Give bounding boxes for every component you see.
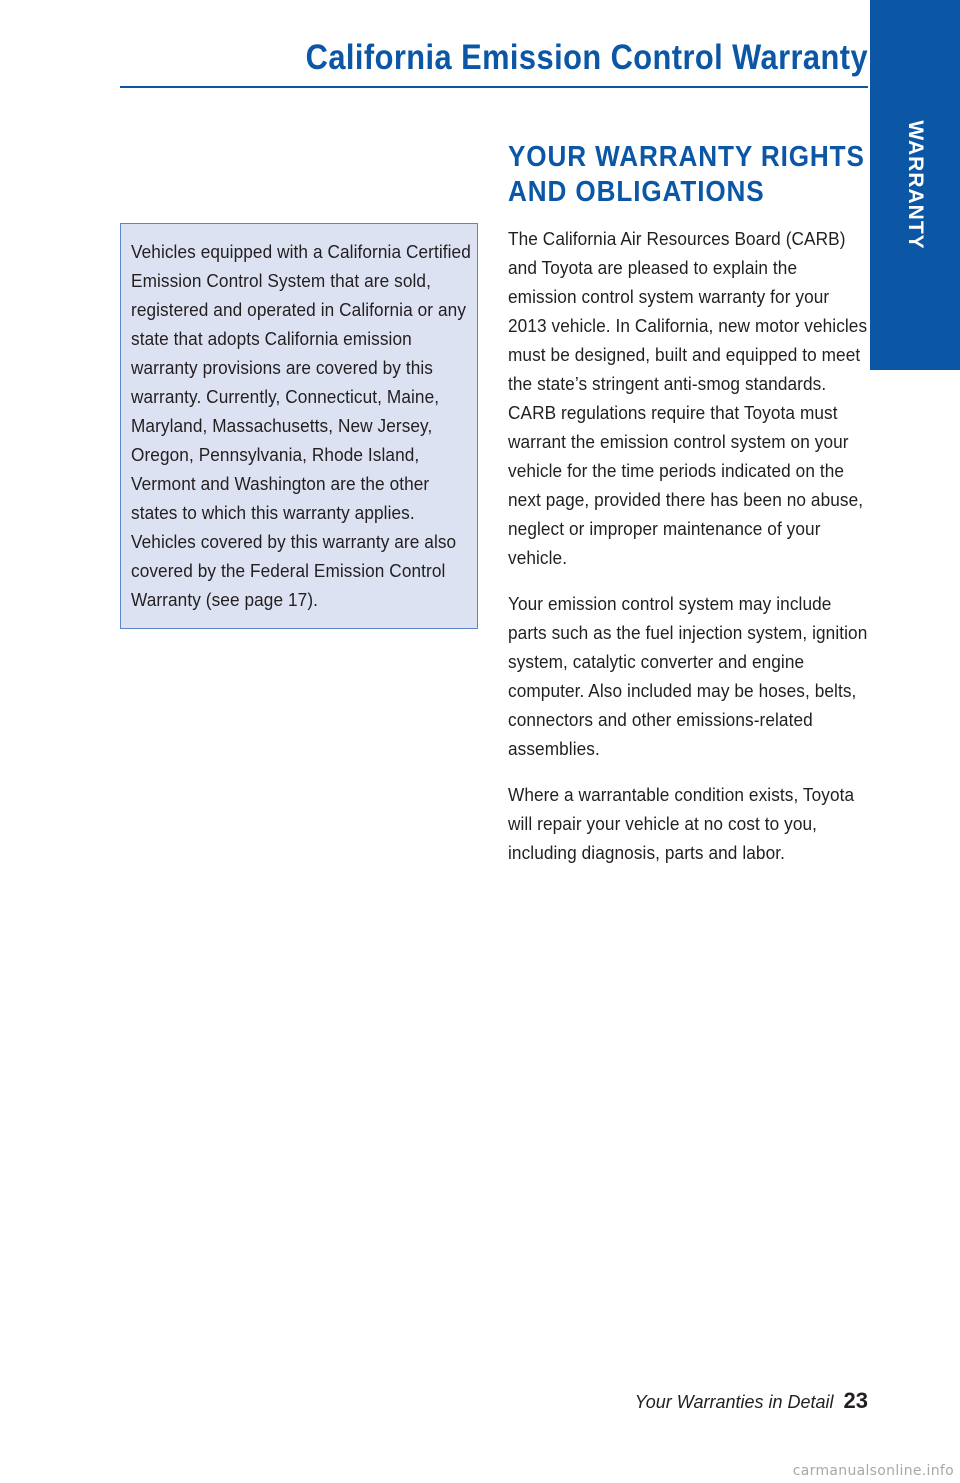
watermark: carmanualsonline.info: [792, 1463, 954, 1479]
body-paragraph-1: The California Air Resources Board (CARB) and Toyota are pleased to explain the emission control system warranty for your 2013 vehicle. In California, new motor vehicles must be designed, built and equipped to meet the state’s stringent anti-smog standards. CARB regulations require that Toyota must warrant the emission control system on your vehicle for the time periods indicated on the next page, provided there has been no abuse, neglect or improper maintenance of your vehicle.: [508, 228, 868, 568]
side-tab-label: WARRANTY: [904, 120, 927, 250]
notice-box: [120, 223, 478, 629]
body-paragraph-3: Where a warrantable condition exists, Toyota will repair your vehicle at no cost to you, including diagnosis, parts and labor.: [508, 784, 855, 863]
page-title: California Emission Control Warranty: [305, 38, 868, 77]
page-number: 23: [843, 1388, 868, 1413]
side-tab-warranty[interactable]: [870, 0, 960, 370]
section-heading: YOUR WARRANTY RIGHTS AND OBLIGATIONS: [508, 141, 865, 208]
body-paragraph-2: Your emission control system may include parts such as the fuel injection system, ignition system, catalytic converter and engine computer. Also included may be hoses, belts, connectors and other emissions-related assemblies.: [508, 593, 868, 759]
page-header: [120, 0, 868, 90]
footer-label: Your Warranties in Detail: [634, 1392, 834, 1412]
page-footer: [635, 1388, 868, 1414]
main-column: [508, 140, 868, 884]
header-rule: [120, 86, 868, 88]
notice-text: Vehicles equipped with a California Certified Emission Control System that are sold, registered and operated in California or any state that adopts California emission warranty provisions are covered by this warranty. Currently, Connecticut, Maine, Maryland, Massachusetts, New Jersey, Oregon, Pennsylvania, Rhode Island, Vermont and Washington are the other states to which this warranty applies. Vehicles covered by this warranty are also covered by the Federal Emission Control Warranty (see page 17).: [131, 241, 471, 610]
